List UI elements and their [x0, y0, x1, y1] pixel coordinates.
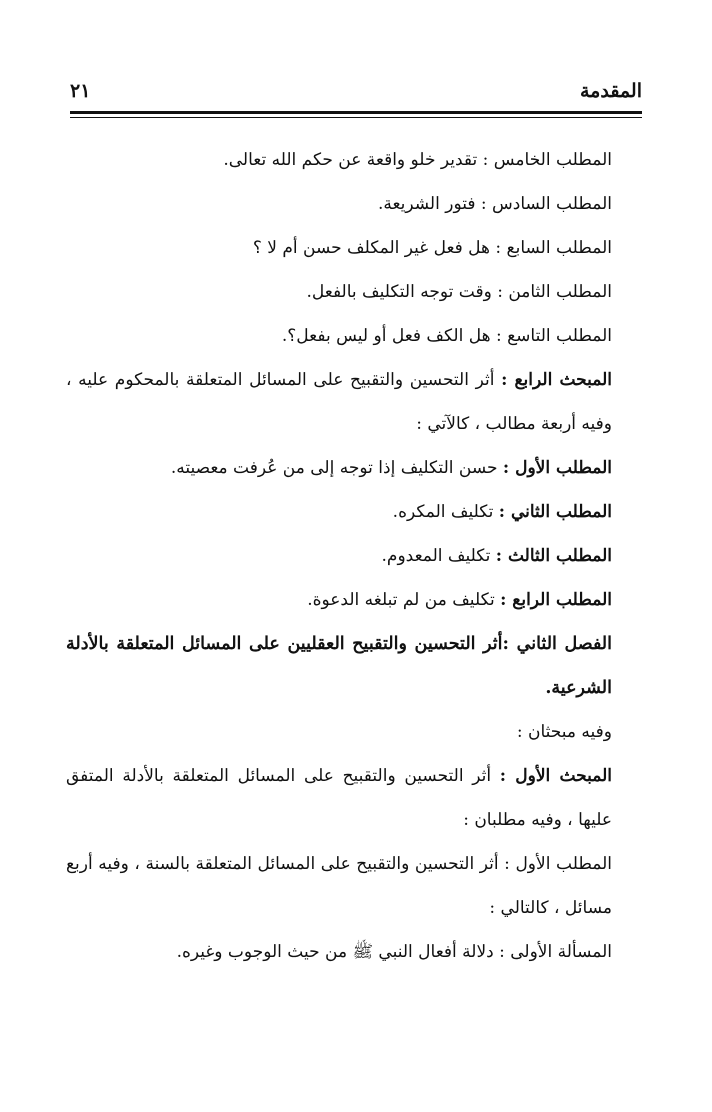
- toc-entry: المطلب الثاني : تكليف المكره.: [392, 502, 612, 522]
- toc-entry: المطلب الرابع : تكليف من لم تبلغه الدعوة.: [307, 590, 612, 610]
- toc-entry: المطلب الأول : أثر التحسين والتقبيح على المسائل المتعلقة بالسنة ، وفيه أربع مسائل ، كالتالي :: [66, 854, 612, 918]
- toc-entry: المطلب التاسع : هل الكف فعل أو ليس بفعل؟.: [281, 326, 612, 346]
- page-body: [66, 138, 646, 974]
- toc-entry: المطلب الثامن : وقت توجه التكليف بالفعل.: [306, 282, 612, 302]
- toc-entry: المطلب السابع : هل فعل غير المكلف حسن أم لا ؟: [252, 238, 612, 258]
- page-number: ٢١: [70, 80, 91, 102]
- chapter-heading: الفصل الثاني :أثر التحسين والتقبيح العقليين على المسائل المتعلقة بالأدلة الشرعية.: [66, 634, 612, 698]
- toc-entry: المسألة الأولى : دلالة أفعال النبي ﷺ من حيث الوجوب وغيره.: [176, 942, 612, 962]
- toc-section-entry: المبحث الأول : أثر التحسين والتقبيح على المسائل المتعلقة بالأدلة المتفق عليها ، وفيه مطلبان :: [66, 766, 612, 830]
- toc-entry: وفيه مبحثان :: [516, 722, 612, 742]
- running-section-title: المقدمة: [579, 80, 642, 102]
- toc-entry: المطلب الأول : حسن التكليف إذا توجه إلى من عُرفت معصيته.: [170, 458, 612, 478]
- header-rule-thick: [70, 111, 642, 114]
- toc-entry: المطلب السادس : فتور الشريعة.: [377, 194, 612, 214]
- toc-section-entry: المبحث الرابع : أثر التحسين والتقبيح على المسائل المتعلقة بالمحكوم عليه ، وفيه أربعة مطالب ، كالآتي :: [66, 370, 612, 434]
- toc-entry: المطلب الثالث : تكليف المعدوم.: [381, 546, 612, 566]
- page-header: [70, 80, 642, 110]
- toc-entry: المطلب الخامس : تقدير خلو واقعة عن حكم الله تعالى.: [223, 150, 612, 170]
- section-label: المبحث الرابع :: [501, 370, 612, 390]
- header-rule-thin: [70, 117, 642, 118]
